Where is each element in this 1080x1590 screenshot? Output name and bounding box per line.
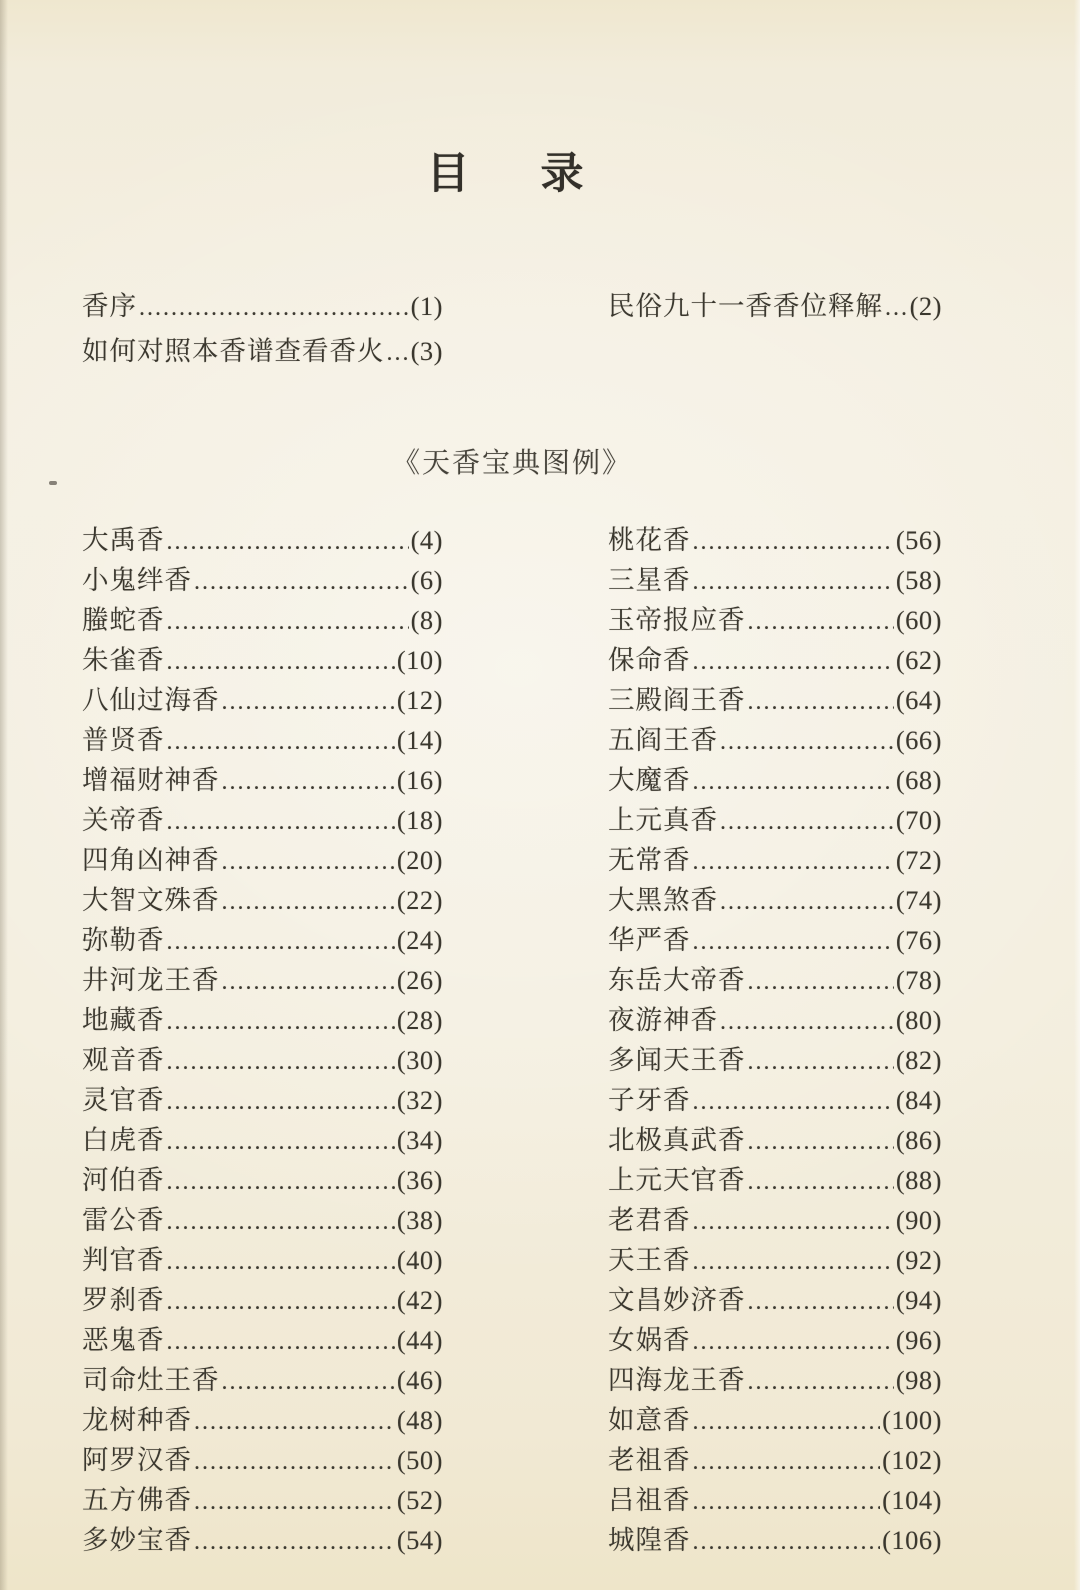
toc-entry-page: (88)	[895, 1165, 942, 1195]
toc-entry-page: (62)	[895, 645, 942, 675]
toc-right-column	[608, 521, 942, 1561]
dot-leader	[693, 1403, 881, 1441]
toc-entry-title: 桃花香	[608, 525, 691, 555]
toc-entry-row	[82, 641, 443, 681]
toc-entry-title: 东岳大帝香	[608, 965, 746, 995]
toc-entry-title: 观音香	[82, 1045, 165, 1075]
toc-entry-title: 司命灶王香	[82, 1365, 220, 1395]
toc-entry-title: 如何对照本香谱查看香火	[82, 336, 385, 366]
toc-entry-title: 老祖香	[608, 1445, 691, 1475]
toc-entry-row	[608, 721, 942, 761]
front-matter-left-column	[82, 285, 443, 375]
toc-entry-row	[608, 681, 942, 721]
toc-entry-title: 弥勒香	[82, 925, 165, 955]
toc-entry-title: 地藏香	[82, 1005, 165, 1035]
toc-entry-title: 上元真香	[608, 805, 718, 835]
toc-entry-title: 保命香	[608, 645, 691, 675]
toc-entry-row	[82, 1281, 443, 1321]
toc-entry-page: (46)	[396, 1365, 443, 1395]
toc-entry-page: (22)	[396, 885, 443, 915]
toc-entry-page: (72)	[895, 845, 942, 875]
toc-entry-title: 恶鬼香	[82, 1325, 165, 1355]
toc-entry-title: 白虎香	[82, 1125, 165, 1155]
front-matter-right-column	[608, 285, 942, 375]
toc-entry-title: 河伯香	[82, 1165, 165, 1195]
toc-entry-row	[82, 1441, 443, 1481]
toc-entry-row	[82, 761, 443, 801]
toc-entry-title: 大魔香	[608, 765, 691, 795]
toc-entry-page: (12)	[396, 685, 443, 715]
toc-entry-row	[82, 1201, 443, 1241]
dot-leader	[693, 1443, 881, 1481]
toc-entry-row	[608, 881, 942, 921]
toc-entry-page: (92)	[895, 1245, 942, 1275]
toc-entry-title: 螣蛇香	[82, 605, 165, 635]
front-matter	[82, 285, 942, 375]
toc-entry-row	[608, 1241, 942, 1281]
toc-entry-page: (26)	[396, 965, 443, 995]
dot-leader	[167, 523, 409, 561]
toc-entry-row	[608, 641, 942, 681]
toc-entry-page: (24)	[396, 925, 443, 955]
dot-leader	[167, 1203, 395, 1241]
toc-entry-title: 子牙香	[608, 1085, 691, 1115]
toc-entry-row	[608, 1001, 942, 1041]
toc-entry-row	[608, 1361, 942, 1401]
dot-leader	[194, 1523, 395, 1561]
dot-leader	[167, 1043, 395, 1081]
toc-entry-row	[82, 841, 443, 881]
toc-entry-row	[608, 841, 942, 881]
toc-entry-page: (38)	[396, 1205, 443, 1235]
dot-leader	[167, 1163, 395, 1201]
dot-leader	[720, 1003, 894, 1041]
dot-leader	[693, 1243, 894, 1281]
toc-entry-title: 吕祖香	[608, 1485, 691, 1515]
toc-entry-row	[82, 1001, 443, 1041]
toc-entry-page: (84)	[895, 1085, 942, 1115]
toc-entry-title: 天王香	[608, 1245, 691, 1275]
toc-entry-title: 大禹香	[82, 525, 165, 555]
page-content	[82, 0, 942, 1561]
toc-entry-page: (80)	[895, 1005, 942, 1035]
toc-entry-title: 四角凶神香	[82, 845, 220, 875]
toc-entry-page: (14)	[396, 725, 443, 755]
dot-leader	[748, 1123, 894, 1161]
toc-entry-page: (1)	[410, 291, 443, 321]
toc-entry-page: (18)	[396, 805, 443, 835]
toc-entry-page: (82)	[895, 1045, 942, 1075]
dot-leader	[693, 1323, 894, 1361]
toc-entry-title: 老君香	[608, 1205, 691, 1235]
toc-entry-page: (32)	[396, 1085, 443, 1115]
toc-entry-row	[82, 801, 443, 841]
toc-entry-title: 多闻天王香	[608, 1045, 746, 1075]
dot-leader	[167, 1323, 395, 1361]
toc-entry-row	[608, 1401, 942, 1441]
toc-entry-page: (52)	[396, 1485, 443, 1515]
dot-leader	[167, 1243, 395, 1281]
toc-entry-row	[608, 601, 942, 641]
toc-entry-row	[82, 285, 443, 330]
toc-entry-page: (40)	[396, 1245, 443, 1275]
dot-leader	[167, 1083, 395, 1121]
toc-entry-page: (90)	[895, 1205, 942, 1235]
dot-leader	[720, 803, 894, 841]
dot-leader	[167, 723, 395, 761]
toc-entry-title: 龙树种香	[82, 1405, 192, 1435]
toc-entry-page: (42)	[396, 1285, 443, 1315]
toc-entry-page: (4)	[410, 525, 443, 555]
toc-entry-title: 增福财神香	[82, 765, 220, 795]
toc-entry-title: 五方佛香	[82, 1485, 192, 1515]
dot-leader	[693, 563, 894, 601]
dot-leader	[167, 1283, 395, 1321]
toc-entry-row	[82, 1401, 443, 1441]
toc-entry-title: 罗刹香	[82, 1285, 165, 1315]
toc-entry-row	[82, 561, 443, 601]
dot-leader	[720, 883, 894, 921]
toc-entry-page: (10)	[396, 645, 443, 675]
toc-entry-row	[82, 1361, 443, 1401]
toc-entry-row	[608, 1201, 942, 1241]
toc-entry-page: (54)	[396, 1525, 443, 1555]
toc-entry-title: 民俗九十一香香位释解	[608, 291, 883, 321]
toc-entry-page: (48)	[396, 1405, 443, 1435]
toc-entry-page: (30)	[396, 1045, 443, 1075]
toc-entry-row	[608, 285, 942, 330]
toc-entry-page: (8)	[410, 605, 443, 635]
dot-leader	[222, 763, 395, 801]
dot-leader	[748, 683, 894, 721]
dot-leader	[222, 683, 395, 721]
toc-entry-page: (76)	[895, 925, 942, 955]
toc-entry-page: (70)	[895, 805, 942, 835]
toc-entry-page: (96)	[895, 1325, 942, 1355]
toc-entry-title: 香序	[82, 291, 137, 321]
toc-entry-title: 女娲香	[608, 1325, 691, 1355]
toc-entry-row	[82, 1041, 443, 1081]
dot-leader	[167, 1003, 395, 1041]
dot-leader	[693, 1523, 881, 1561]
dot-leader	[194, 563, 409, 601]
toc-entry-page: (16)	[396, 765, 443, 795]
toc-entry-row	[608, 1081, 942, 1121]
page-title: 目 录	[426, 151, 598, 198]
toc-entry-title: 灵官香	[82, 1085, 165, 1115]
toc-entry-row	[608, 1321, 942, 1361]
toc-entry-page: (50)	[396, 1445, 443, 1475]
toc-entry-page: (3)	[410, 336, 443, 366]
toc-entry-row	[82, 721, 443, 761]
toc-entry-row	[608, 1441, 942, 1481]
dot-leader	[693, 763, 894, 801]
toc-entry-page: (64)	[895, 685, 942, 715]
toc-entry-title: 多妙宝香	[82, 1525, 192, 1555]
toc-entry-row	[82, 1121, 443, 1161]
toc-entry-page: (34)	[396, 1125, 443, 1155]
toc-entry-title: 阿罗汉香	[82, 1445, 192, 1475]
dot-leader	[748, 603, 894, 641]
dot-leader	[222, 963, 395, 1001]
dot-leader	[167, 643, 395, 681]
toc-entry-row	[608, 561, 942, 601]
dot-leader	[194, 1403, 395, 1441]
toc-entry-title: 大黑煞香	[608, 885, 718, 915]
dot-leader	[748, 1363, 894, 1401]
toc-entry-title: 雷公香	[82, 1205, 165, 1235]
toc-entry-row	[608, 1041, 942, 1081]
toc-entry-row	[82, 1481, 443, 1521]
toc-entry-title: 如意香	[608, 1405, 691, 1435]
dot-leader	[167, 803, 395, 841]
dot-leader	[693, 843, 894, 881]
toc-entry-title: 八仙过海香	[82, 685, 220, 715]
toc-entry-page: (66)	[895, 725, 942, 755]
toc-entry-row	[608, 521, 942, 561]
toc-entry-row	[82, 1321, 443, 1361]
toc-left-column	[82, 521, 443, 1561]
toc-entry-page: (78)	[895, 965, 942, 995]
toc-entry-page: (58)	[895, 565, 942, 595]
toc-entry-row	[82, 881, 443, 921]
toc-entry-row	[608, 1481, 942, 1521]
toc-entry-title: 小鬼绊香	[82, 565, 192, 595]
toc-entry-title: 三殿阎王香	[608, 685, 746, 715]
dot-leader	[693, 1203, 894, 1241]
toc-entry-row	[608, 921, 942, 961]
toc-entry-row	[82, 921, 443, 961]
dot-leader	[194, 1443, 395, 1481]
dot-leader	[693, 1483, 881, 1521]
toc-entry-row	[82, 1241, 443, 1281]
toc-entry-page: (100)	[882, 1405, 942, 1435]
dot-leader	[748, 1163, 894, 1201]
toc-entry-title: 无常香	[608, 845, 691, 875]
dot-leader	[748, 963, 894, 1001]
toc-entry-page: (94)	[895, 1285, 942, 1315]
toc-entry-title: 普贤香	[82, 725, 165, 755]
scan-speck	[49, 481, 57, 485]
toc-entry-row	[608, 801, 942, 841]
dot-leader	[222, 1363, 395, 1401]
toc-entry-page: (56)	[895, 525, 942, 555]
toc-entry-row	[608, 1161, 942, 1201]
dot-leader	[748, 1283, 894, 1321]
toc-entry-title: 玉帝报应香	[608, 605, 746, 635]
toc-entry-page: (44)	[396, 1325, 443, 1355]
toc-entry-page: (36)	[396, 1165, 443, 1195]
dot-leader	[748, 1043, 894, 1081]
toc-entry-page: (60)	[895, 605, 942, 635]
toc-entry-row	[82, 601, 443, 641]
toc-entry-page: (28)	[396, 1005, 443, 1035]
toc-entry-row	[608, 961, 942, 1001]
toc-entry-page: (86)	[895, 1125, 942, 1155]
dot-leader	[693, 923, 894, 961]
section-title: 《天香宝典图例》	[391, 448, 632, 479]
toc-entry-page: (102)	[882, 1445, 942, 1475]
dot-leader	[885, 287, 908, 330]
toc-entry-title: 五阎王香	[608, 725, 718, 755]
toc-entry-page: (20)	[396, 845, 443, 875]
toc-entry-page: (68)	[895, 765, 942, 795]
toc-entry-page: (74)	[895, 885, 942, 915]
toc-entry-title: 井河龙王香	[82, 965, 220, 995]
toc-entry-row	[82, 330, 443, 375]
dot-leader	[222, 843, 395, 881]
dot-leader	[222, 883, 395, 921]
dot-leader	[693, 523, 894, 561]
toc-entry-title: 三星香	[608, 565, 691, 595]
dot-leader	[139, 287, 409, 330]
toc-entry-title: 北极真武香	[608, 1125, 746, 1155]
toc-entry-row	[82, 1521, 443, 1561]
toc-entry-title: 判官香	[82, 1245, 165, 1275]
toc-entry-title: 华严香	[608, 925, 691, 955]
toc-entry-title: 朱雀香	[82, 645, 165, 675]
toc-entry-title: 四海龙王香	[608, 1365, 746, 1395]
dot-leader	[167, 603, 409, 641]
toc-entry-row	[82, 1161, 443, 1201]
toc-entry-title: 关帝香	[82, 805, 165, 835]
toc-entry-row	[608, 1121, 942, 1161]
toc-entry-page: (106)	[882, 1525, 942, 1555]
toc-entry-title: 上元天官香	[608, 1165, 746, 1195]
toc-entry-title: 夜游神香	[608, 1005, 718, 1035]
toc-entry-row	[608, 761, 942, 801]
toc-entry-row	[82, 681, 443, 721]
toc-entry-page: (6)	[410, 565, 443, 595]
dot-leader	[693, 1083, 894, 1121]
toc-entry-row	[82, 961, 443, 1001]
toc-entries	[82, 521, 942, 1561]
toc-entry-row	[608, 1281, 942, 1321]
dot-leader	[167, 923, 395, 961]
toc-entry-row	[82, 1081, 443, 1121]
dot-leader	[693, 643, 894, 681]
dot-leader	[194, 1483, 395, 1521]
toc-entry-page: (104)	[882, 1485, 942, 1515]
dot-leader	[167, 1123, 395, 1161]
toc-entry-title: 城隍香	[608, 1525, 691, 1555]
dot-leader	[387, 332, 409, 375]
dot-leader	[720, 723, 894, 761]
toc-entry-title: 大智文殊香	[82, 885, 220, 915]
toc-entry-row	[608, 1521, 942, 1561]
toc-entry-page: (98)	[895, 1365, 942, 1395]
toc-entry-title: 文昌妙济香	[608, 1285, 746, 1315]
toc-entry-page: (2)	[909, 291, 942, 321]
toc-entry-row	[82, 521, 443, 561]
